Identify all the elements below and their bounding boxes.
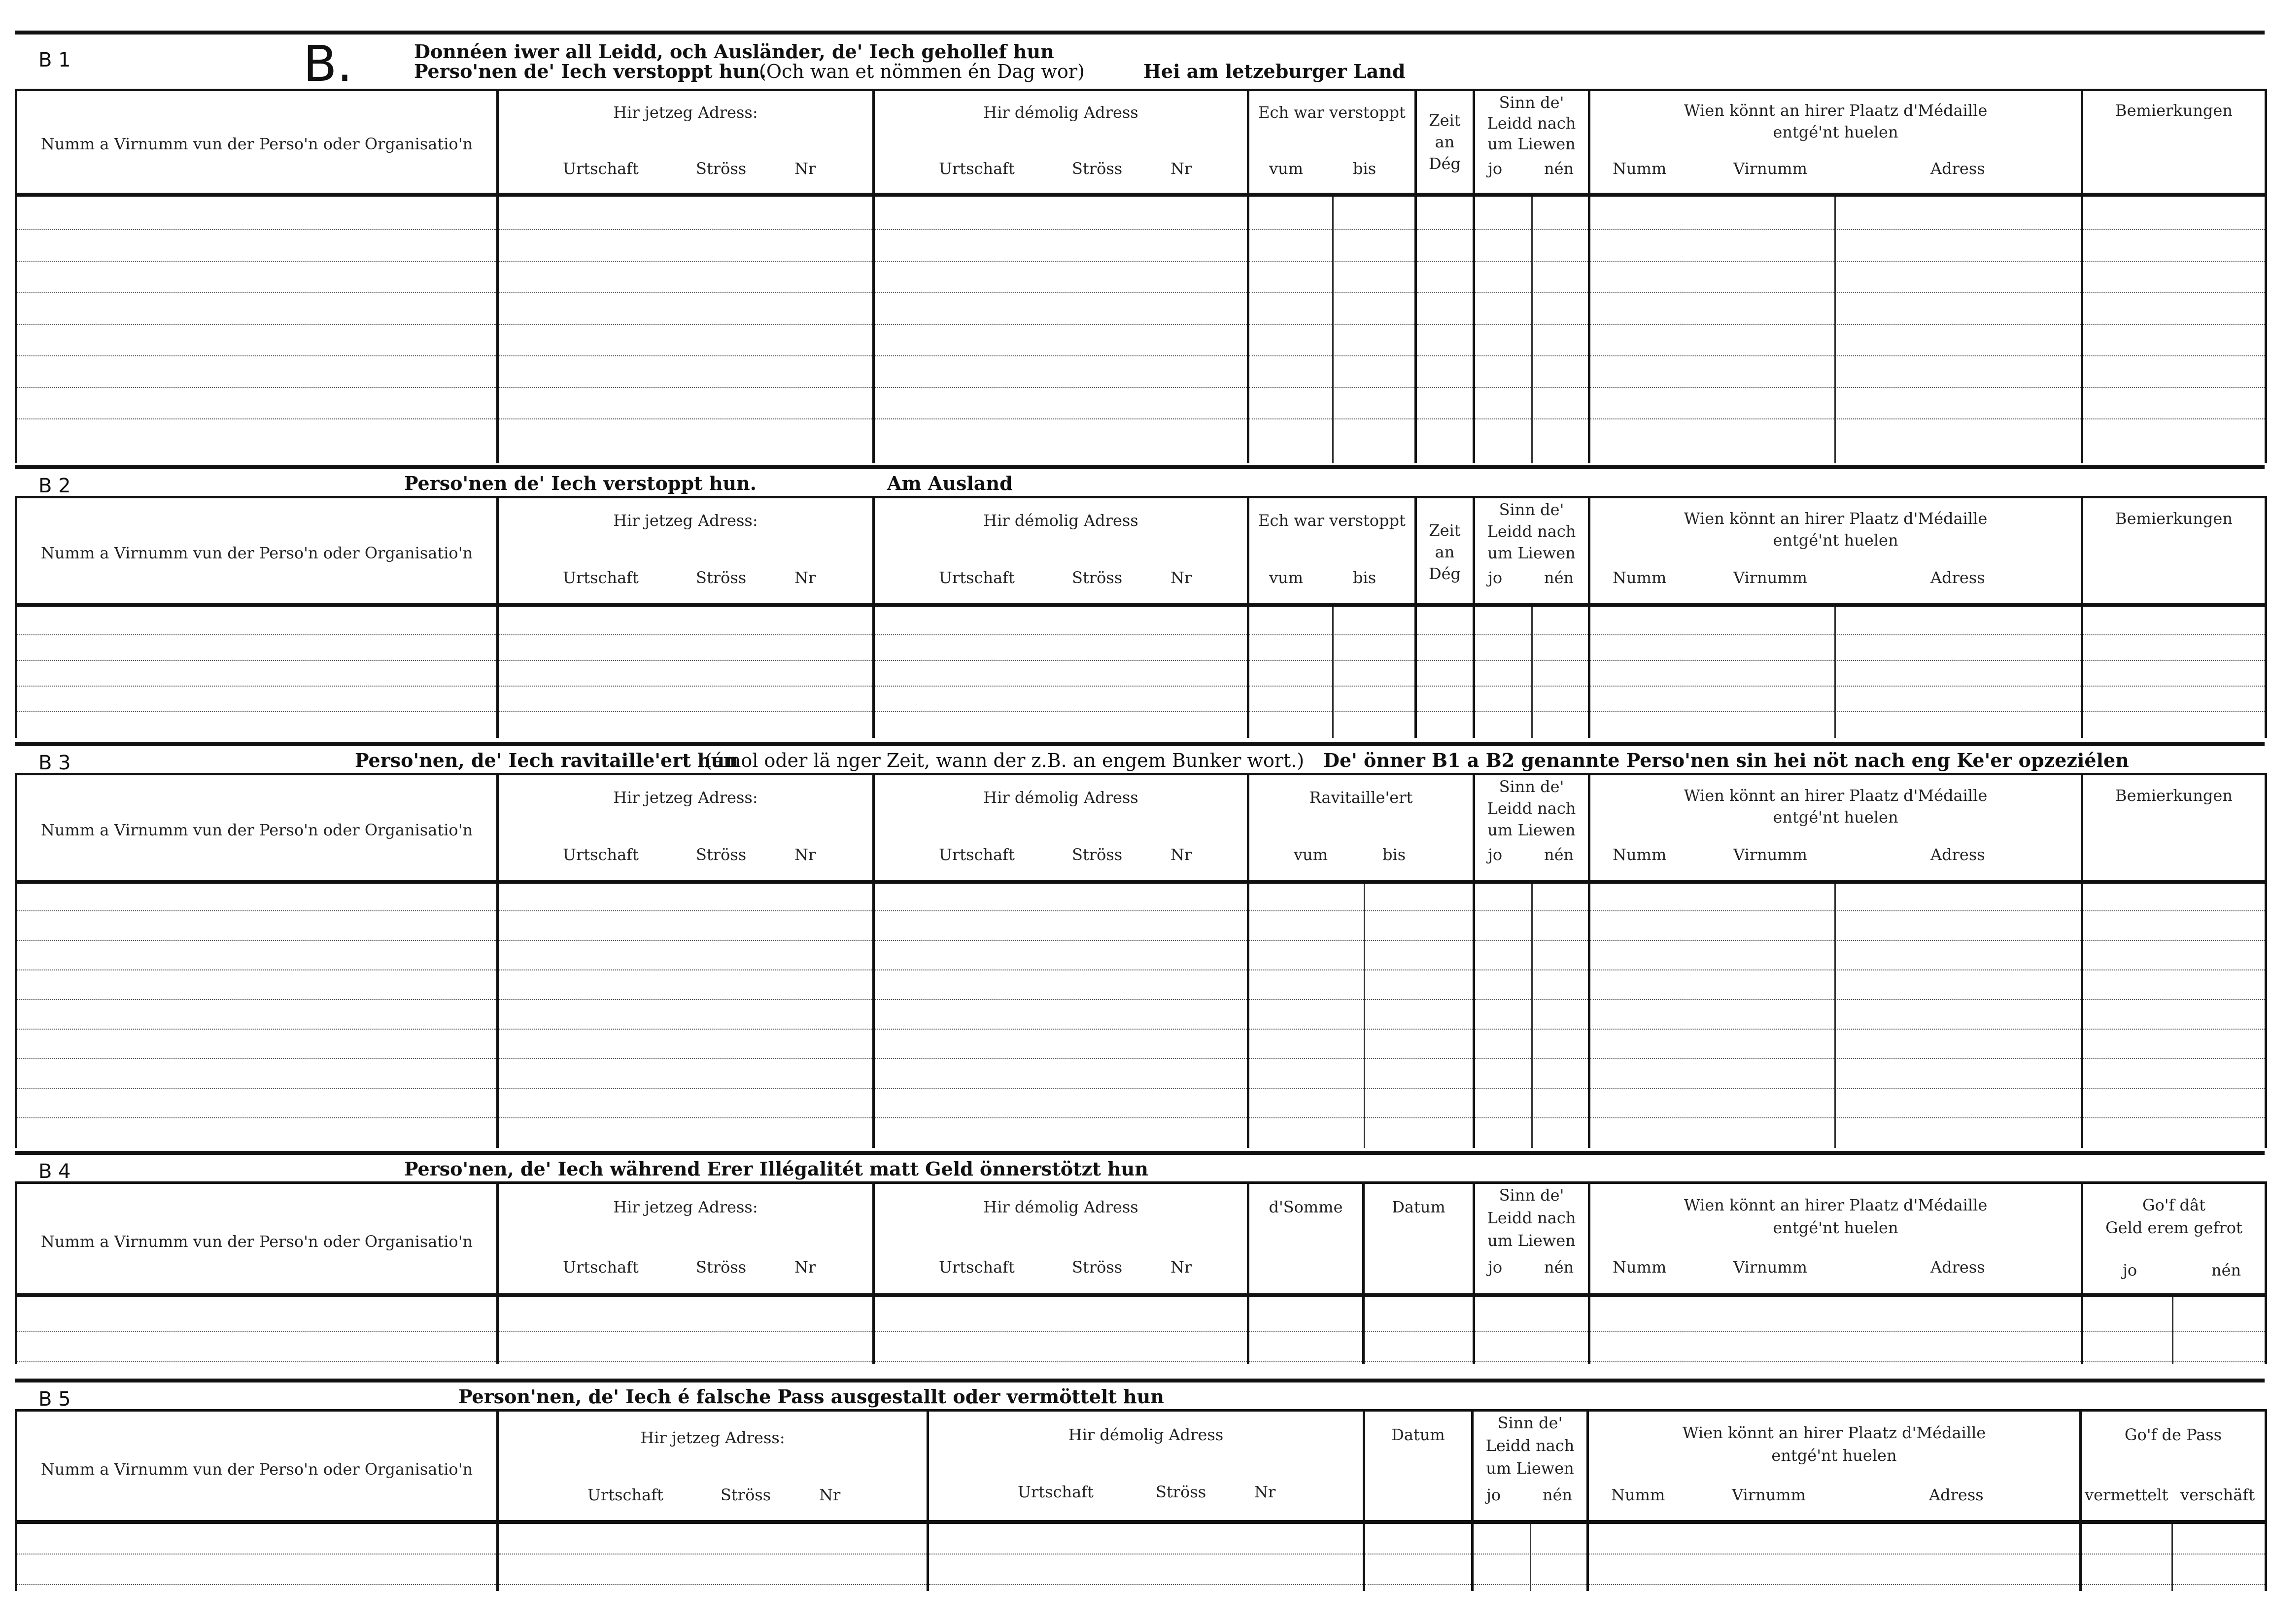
section-b3 — [15, 742, 2265, 1151]
entry-cell-days[interactable] — [1416, 605, 1474, 738]
entry-cell-hidden-period[interactable] — [1248, 195, 1416, 463]
entry-cell-name[interactable] — [16, 195, 498, 463]
section-header — [15, 31, 2265, 96]
entry-cell-name[interactable] — [16, 1522, 498, 1591]
entry-cell-alive[interactable] — [1474, 195, 1589, 463]
entry-cell-current-address[interactable] — [498, 882, 874, 1148]
entry-cell-pass[interactable] — [2081, 1522, 2266, 1591]
section-title: Perso'nen, de' Iech ravitaille'ert hun — [355, 749, 738, 771]
entry-cell-hidden-period[interactable] — [1248, 605, 1416, 738]
former-address-header: Hir démolig Adress Urtschaft Ströss Nr — [874, 1183, 1248, 1295]
entry-cell-date[interactable] — [1364, 1522, 1473, 1591]
section-title: Perso'nen de' Iech verstoppt hun. — [404, 472, 757, 494]
medal-header: Wien könnt an hirer Plaatz d'Médaille entgé'nt huelen Numm Virnumm Adress — [1589, 90, 2082, 195]
time-days-header: Zeit an Dég — [1416, 497, 1474, 605]
section-b2 — [15, 465, 2265, 741]
time-days-header: Zeit an Dég — [1416, 90, 1474, 195]
entry-cell-alive[interactable] — [1474, 882, 1589, 1148]
section-title-line1: Donnéen iwer all Leidd, och Ausländer, de' Iech gehollef hun — [414, 40, 1054, 63]
name-header-cell: Numm a Virnumm vun der Perso'n oder Organisatio'n — [16, 497, 498, 605]
entry-cell-former-address[interactable] — [928, 1522, 1364, 1591]
entry-cell-former-address[interactable] — [874, 1295, 1248, 1364]
supplied-period-header: Ravitaille'ert vum bis — [1248, 774, 1474, 882]
form-letter: B. — [303, 35, 353, 93]
entry-cell-medal[interactable] — [1588, 1522, 2081, 1591]
remarks-header: Bemierkungen — [2082, 497, 2266, 605]
entry-cell-money-returned[interactable] — [2082, 1295, 2266, 1364]
entry-cell-current-address[interactable] — [498, 605, 874, 738]
alive-header: Sinn de' Leidd nach um Liewen jo nén — [1474, 774, 1589, 882]
section-id: B 2 — [38, 475, 71, 497]
entry-cell-amount[interactable] — [1248, 1295, 1364, 1364]
remarks-header: Bemierkungen — [2082, 90, 2266, 195]
current-address-header: Hir jetzeg Adress: Urtschaft Ströss Nr — [498, 497, 874, 605]
entry-cell-former-address[interactable] — [874, 605, 1248, 738]
money-returned-header: Go'f dât Geld erem gefrot jo nén — [2082, 1183, 2266, 1295]
entry-cell-medal[interactable] — [1589, 1295, 2082, 1364]
entry-cell-alive[interactable] — [1474, 605, 1589, 738]
entry-cell-medal[interactable] — [1589, 605, 2082, 738]
former-address-header: Hir démolig Adress Urtschaft Ströss Nr — [874, 497, 1248, 605]
entry-cell-former-address[interactable] — [874, 195, 1248, 463]
former-address-header: Hir démolig Adress Urtschaft Ströss Nr — [874, 774, 1248, 882]
alive-header: Sinn de' Leidd nach um Liewen jo nén — [1473, 1411, 1588, 1522]
name-header-cell: Numm a Virnumm vun der Perso'n oder Organisatio'n — [16, 1411, 498, 1522]
section-title-note: (émol oder lä nger Zeit, wann der z.B. an engem Bunker wort.) — [705, 750, 1305, 771]
section-id: B 1 — [38, 49, 71, 71]
entry-cell-alive[interactable] — [1473, 1522, 1588, 1591]
entry-cell-former-address[interactable] — [874, 882, 1248, 1148]
section-table — [15, 773, 2267, 1148]
alive-header: Sinn de' Leidd nach um Liewen jo nén — [1474, 497, 1589, 605]
entry-cell-remarks[interactable] — [2082, 882, 2266, 1148]
section-title-line2: Perso'nen de' Iech verstoppt hun. — [414, 60, 766, 82]
section-id: B 5 — [38, 1388, 71, 1411]
former-address-header: Hir démolig Adress Urtschaft Ströss Nr — [928, 1411, 1364, 1522]
alive-header: Sinn de' Leidd nach um Liewen jo nén — [1474, 1183, 1589, 1295]
section-table — [15, 1409, 2267, 1591]
name-header-cell: Numm a Virnumm vun der Perso'n oder Organisatio'n — [16, 90, 498, 195]
current-address-header: Hir jetzeg Adress: Urtschaft Ströss Nr — [498, 1411, 928, 1522]
current-address-header: Hir jetzeg Adress: Urtschaft Ströss Nr — [498, 1183, 874, 1295]
entry-cell-name[interactable] — [16, 882, 498, 1148]
section-table — [15, 496, 2267, 738]
section-title: Person'nen, de' Iech é falsche Pass ausgestallt oder vermöttelt hun — [458, 1385, 1164, 1408]
entry-cell-name[interactable] — [16, 605, 498, 738]
entry-cell-name[interactable] — [16, 1295, 498, 1364]
entry-cell-date[interactable] — [1364, 1295, 1474, 1364]
name-header-cell: Numm a Virnumm vun der Perso'n oder Organisatio'n — [16, 774, 498, 882]
entry-cell-current-address[interactable] — [498, 1522, 928, 1591]
section-title-note: (Och wan et nömmen én Dag wor) — [759, 61, 1085, 82]
entry-cell-remarks[interactable] — [2082, 605, 2266, 738]
section-table — [15, 1181, 2267, 1364]
date-header: Datum — [1364, 1183, 1474, 1295]
entry-cell-medal[interactable] — [1589, 882, 2082, 1148]
section-table — [15, 89, 2267, 463]
entry-cell-remarks[interactable] — [2082, 195, 2266, 463]
entry-cell-current-address[interactable] — [498, 1295, 874, 1364]
hidden-period-header: Ech war verstoppt vum bis — [1248, 90, 1416, 195]
entry-cell-days[interactable] — [1416, 195, 1474, 463]
entry-cell-medal[interactable] — [1589, 195, 2082, 463]
section-b1 — [15, 31, 2265, 467]
pass-header: Go'f de Pass vermettelt verschäft — [2081, 1411, 2266, 1522]
medal-header: Wien könnt an hirer Plaatz d'Médaille entgé'nt huelen Numm Virnumm Adress — [1589, 1183, 2082, 1295]
date-header: Datum — [1364, 1411, 1473, 1522]
name-header-cell: Numm a Virnumm vun der Perso'n oder Organisatio'n — [16, 1183, 498, 1295]
medal-header: Wien könnt an hirer Plaatz d'Médaille entgé'nt huelen Numm Virnumm Adress — [1588, 1411, 2081, 1522]
amount-header: d'Somme — [1248, 1183, 1364, 1295]
section-b5 — [15, 1379, 2265, 1605]
remarks-header: Bemierkungen — [2082, 774, 2266, 882]
section-id: B 3 — [38, 752, 71, 774]
former-address-header: Hir démolig Adress Urtschaft Ströss Nr — [874, 90, 1248, 195]
section-location: Hei am letzeburger Land — [1143, 60, 1406, 82]
hidden-period-header: Ech war verstoppt vum bis — [1248, 497, 1416, 605]
entry-cell-supplied-period[interactable] — [1248, 882, 1474, 1148]
entry-cell-current-address[interactable] — [498, 195, 874, 463]
medal-header: Wien könnt an hirer Plaatz d'Médaille entgé'nt huelen Numm Virnumm Adress — [1589, 774, 2082, 882]
section-location: Am Ausland — [887, 472, 1013, 494]
section-b4 — [15, 1151, 2265, 1378]
current-address-header: Hir jetzeg Adress: Urtschaft Ströss Nr — [498, 774, 874, 882]
current-address-header: Hir jetzeg Adress: Urtschaft Ströss Nr — [498, 90, 874, 195]
medal-header: Wien könnt an hirer Plaatz d'Médaille entgé'nt huelen Numm Virnumm Adress — [1589, 497, 2082, 605]
section-id: B 4 — [38, 1160, 71, 1183]
entry-cell-alive[interactable] — [1474, 1295, 1589, 1364]
section-title: Perso'nen, de' Iech während Erer Illégalitét matt Geld önnerstötzt hun — [404, 1158, 1148, 1180]
section-title-extra: De' önner B1 a B2 genannte Perso'nen sin hei nöt nach eng Ke'er opzeziélen — [1323, 749, 2129, 771]
alive-header: Sinn de' Leidd nach um Liewen jo nén — [1474, 90, 1589, 195]
